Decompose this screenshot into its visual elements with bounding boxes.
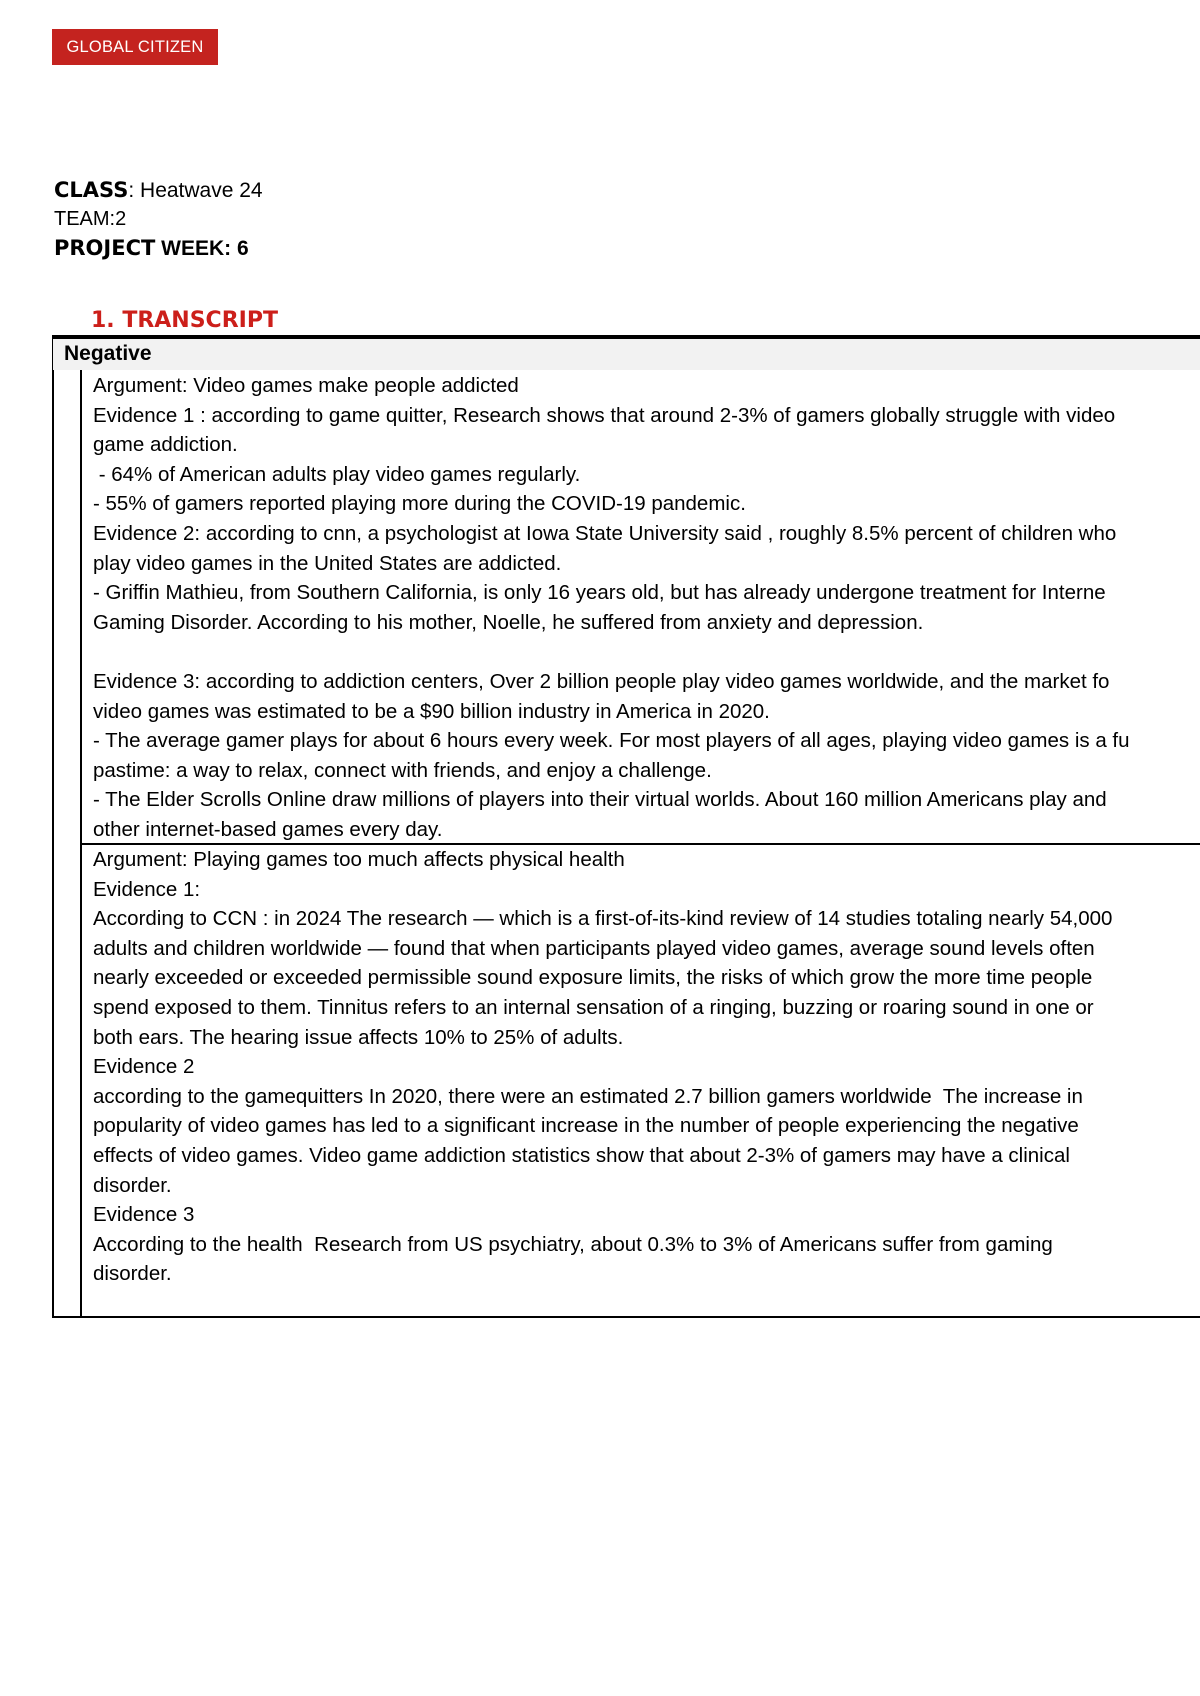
transcript-line: Gaming Disorder. According to his mother, Noelle, he suffered from anxiety and depression.	[93, 610, 924, 634]
transcript-line: adults and children worldwide — found that when participants played video games, average sound levels often	[93, 936, 1095, 960]
global-citizen-logo	[52, 29, 218, 65]
transcript-line: popularity of video games has led to a significant increase in the number of people experiencing the negative	[93, 1114, 1079, 1138]
team-line: TEAM:2	[54, 208, 127, 230]
class-value: : Heatwave 24	[128, 179, 263, 202]
transcript-line: nearly exceeded or exceeded permissible sound exposure limits, the risks of which grow the more time people	[93, 966, 1093, 990]
transcript-line: both ears. The hearing issue affects 10% to 25% of adults.	[93, 1025, 624, 1049]
transcript-line: disorder.	[93, 1173, 172, 1197]
transcript-line: According to the health Research from US psychiatry, about 0.3% to 3% of Americans suffer from gaming	[93, 1232, 1053, 1256]
section-title: 1. TRANSCRIPT	[91, 308, 278, 333]
transcript-line: Evidence 2	[93, 1055, 195, 1079]
transcript-line: according to the gamequitters In 2020, there were an estimated 2.7 billion gamers worldwide The increase in	[93, 1084, 1083, 1108]
argument-cell-addiction	[93, 371, 1200, 845]
transcript-line: video games was estimated to be a $90 billion industry in America in 2020.	[93, 699, 770, 723]
transcript-line: effects of video games. Video game addiction statistics show that about 2-3% of gamers may have a clinical	[93, 1143, 1070, 1167]
transcript-line	[93, 637, 1200, 667]
table-bottom-border	[52, 1316, 1200, 1318]
transcript-line: Evidence 3	[93, 1203, 195, 1227]
transcript-line: Evidence 3: according to addiction centers, Over 2 billion people play video games worldwide, and the market fo	[93, 669, 1110, 693]
transcript-line: - 64% of American adults play video games regularly.	[93, 462, 581, 486]
transcript-line: Evidence 2: according to cnn, a psychologist at Iowa State University said , roughly 8.5% percent of children who	[93, 521, 1117, 545]
transcript-line: spend exposed to them. Tinnitus refers to an internal sensation of a ringing, buzzing or roaring sound in one or	[93, 995, 1094, 1019]
transcript-table	[52, 335, 1200, 1318]
transcript-line: - The average gamer plays for about 6 hours every week. For most players of all ages, playing video games is a fu	[93, 729, 1130, 753]
class-label: CLASS	[54, 178, 129, 202]
transcript-line: game addiction.	[93, 433, 238, 457]
transcript-line: play video games in the United States are addicted.	[93, 551, 562, 575]
table-header-negative: Negative	[64, 342, 152, 365]
table-left-border	[52, 370, 54, 1318]
transcript-line: - Griffin Mathieu, from Southern California, is only 16 years old, but has already undergone treatment for Interne	[93, 581, 1106, 605]
transcript-line: - 55% of gamers reported playing more during the COVID-19 pandemic.	[93, 492, 746, 516]
transcript-line: Argument: Video games make people addicted	[93, 374, 519, 397]
logo-text: GLOBAL CITIZEN	[66, 37, 204, 56]
transcript-line: - The Elder Scrolls Online draw millions of players into their virtual worlds. About 160 million Americans play and	[93, 788, 1107, 812]
transcript-line: According to CCN : in 2024 The research — which is a first-of-its-kind review of 14 studies totaling nearly 54,000	[93, 907, 1113, 931]
transcript-line: pastime: a way to relax, connect with friends, and enjoy a challenge.	[93, 758, 712, 782]
transcript-line: Evidence 1:	[93, 877, 201, 901]
table-header-row	[52, 339, 1200, 370]
project-week-line	[54, 234, 249, 263]
argument-cell-physical-health	[93, 845, 1200, 1289]
project-label: PROJECT	[54, 236, 156, 260]
transcript-line: Evidence 1 : according to game quitter, Research shows that around 2-3% of gamers globally struggle with video	[93, 403, 1116, 427]
transcript-line: Argument: Playing games too much affects physical health	[93, 848, 625, 871]
transcript-line: other internet-based games every day.	[93, 817, 443, 841]
week-label: WEEK: 6	[155, 237, 249, 260]
class-line	[54, 176, 263, 205]
transcript-line: disorder.	[93, 1262, 172, 1286]
